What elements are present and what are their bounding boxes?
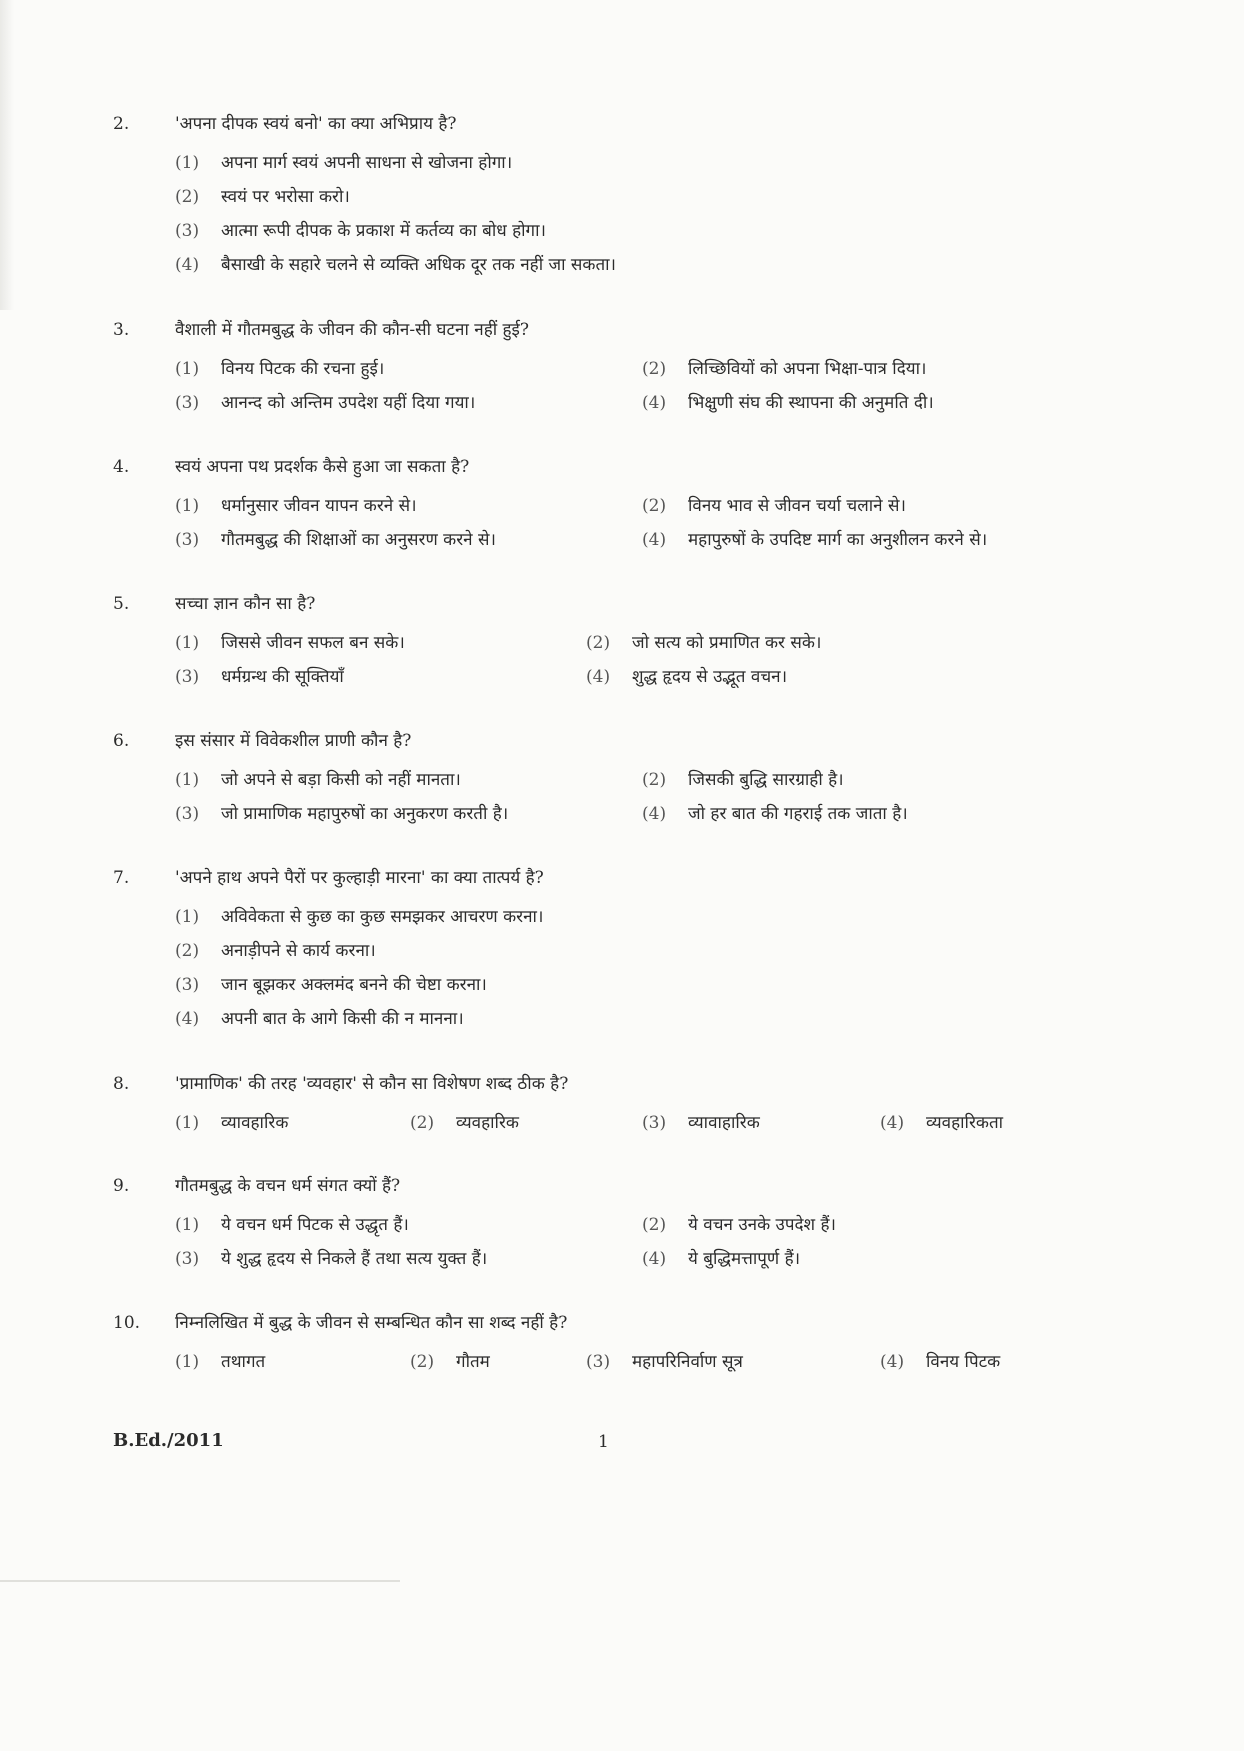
option: (4) ये बुद्धिमत्तापूर्ण हैं। (642, 1249, 801, 1269)
question-3 (0, 310, 1244, 413)
option: (1) जिससे जीवन सफल बन सके। (175, 633, 405, 653)
option: (4) व्यवहारिकता (880, 1113, 1004, 1133)
question-text: निम्नलिखित में बुद्ध के जीवन से सम्बन्धित कौन सा शब्द नहीं है? (175, 1313, 568, 1333)
option: (3) जान बूझकर अक्लमंद बनने की चेष्टा करना। (175, 975, 487, 995)
option: (4) महापुरुषों के उपदिष्ट मार्ग का अनुशीलन करने से। (642, 530, 988, 550)
option: (3) धर्मग्रन्थ की सूक्तियाँ (175, 667, 344, 687)
option: (3) व्यावाहारिक (642, 1113, 760, 1133)
option: (4) भिक्षुणी संघ की स्थापना की अनुमति दी। (642, 393, 934, 413)
question-text: गौतमबुद्ध के वचन धर्म संगत क्यों हैं? (175, 1176, 401, 1196)
option: (1) विनय पिटक की रचना हुई। (175, 359, 385, 379)
question-number: 9. (113, 1176, 130, 1196)
question-6 (0, 721, 1244, 824)
question-number: 8. (113, 1074, 130, 1094)
option: (2) लिच्छिवियों को अपना भिक्षा-पात्र दिया। (642, 359, 927, 379)
option: (4) बैसाखी के सहारे चलने से व्यक्ति अधिक दूर तक नहीं जा सकता। (175, 255, 617, 275)
option: (2) विनय भाव से जीवन चर्या चलाने से। (642, 496, 906, 516)
question-text: 'प्रामाणिक' की तरह 'व्यवहार' से कौन सा विशेषण शब्द ठीक है? (175, 1074, 569, 1094)
option: (1) अविवेकता से कुछ का कुछ समझकर आचरण करना। (175, 907, 544, 927)
question-number: 3. (113, 320, 130, 340)
option: (4) शुद्ध हृदय से उद्भूत वचन। (586, 667, 788, 687)
option: (1) अपना मार्ग स्वयं अपनी साधना से खोजना होगा। (175, 153, 513, 173)
question-4 (0, 447, 1244, 550)
option: (2) ये वचन उनके उपदेश हैं। (642, 1215, 836, 1235)
option: (4) विनय पिटक (880, 1352, 1001, 1372)
option: (1) तथागत (175, 1352, 266, 1372)
question-number: 10. (113, 1313, 141, 1333)
option: (2) स्वयं पर भरोसा करो। (175, 187, 350, 207)
question-8 (0, 1064, 1244, 1133)
scan-edge-shadow (0, 0, 14, 310)
question-number: 5. (113, 594, 130, 614)
option: (2) अनाड़ीपने से कार्य करना। (175, 941, 376, 961)
question-number: 2. (113, 114, 130, 134)
option: (2) गौतम (410, 1352, 490, 1372)
question-text: वैशाली में गौतमबुद्ध के जीवन की कौन-सी घटना नहीं हुई? (175, 320, 530, 340)
option: (1) जो अपने से बड़ा किसी को नहीं मानता। (175, 770, 461, 790)
question-number: 7. (113, 868, 130, 888)
option: (2) जो सत्य को प्रमाणित कर सके। (586, 633, 822, 653)
question-text: स्वयं अपना पथ प्रदर्शक कैसे हुआ जा सकता है? (175, 457, 470, 477)
option: (3) आनन्द को अन्तिम उपदेश यहीं दिया गया। (175, 393, 476, 413)
option: (1) व्यावहारिक (175, 1113, 289, 1133)
question-10 (0, 1303, 1244, 1372)
question-9 (0, 1166, 1244, 1269)
option: (3) महापरिनिर्वाण सूत्र (586, 1352, 743, 1372)
question-text: सच्चा ज्ञान कौन सा है? (175, 594, 316, 614)
question-2 (0, 104, 1244, 275)
exam-code: B.Ed./2011 (113, 1430, 224, 1451)
option: (3) ये शुद्ध हृदय से निकले हैं तथा सत्य युक्त हैं। (175, 1249, 488, 1269)
question-5 (0, 584, 1244, 687)
question-7 (0, 858, 1244, 1029)
page-number: 1 (598, 1432, 609, 1452)
option: (3) आत्मा रूपी दीपक के प्रकाश में कर्तव्य का बोध होगा। (175, 221, 546, 241)
option: (1) धर्मानुसार जीवन यापन करने से। (175, 496, 417, 516)
option: (2) व्यवहारिक (410, 1113, 519, 1133)
option: (4) जो हर बात की गहराई तक जाता है। (642, 804, 908, 824)
option: (1) ये वचन धर्म पिटक से उद्धृत हैं। (175, 1215, 409, 1235)
question-text: इस संसार में विवेकशील प्राणी कौन है? (175, 731, 412, 751)
question-number: 6. (113, 731, 130, 751)
question-text: 'अपने हाथ अपने पैरों पर कुल्हाड़ी मारना' का क्या तात्पर्य है? (175, 868, 544, 888)
option: (4) अपनी बात के आगे किसी की न मानना। (175, 1009, 464, 1029)
scan-artifact (0, 1580, 400, 1582)
option: (3) गौतमबुद्ध की शिक्षाओं का अनुसरण करने से। (175, 530, 496, 550)
option: (2) जिसकी बुद्धि सारग्राही है। (642, 770, 844, 790)
option: (3) जो प्रामाणिक महापुरुषों का अनुकरण करती है। (175, 804, 509, 824)
question-number: 4. (113, 457, 130, 477)
question-text: 'अपना दीपक स्वयं बनो' का क्या अभिप्राय है? (175, 114, 457, 134)
